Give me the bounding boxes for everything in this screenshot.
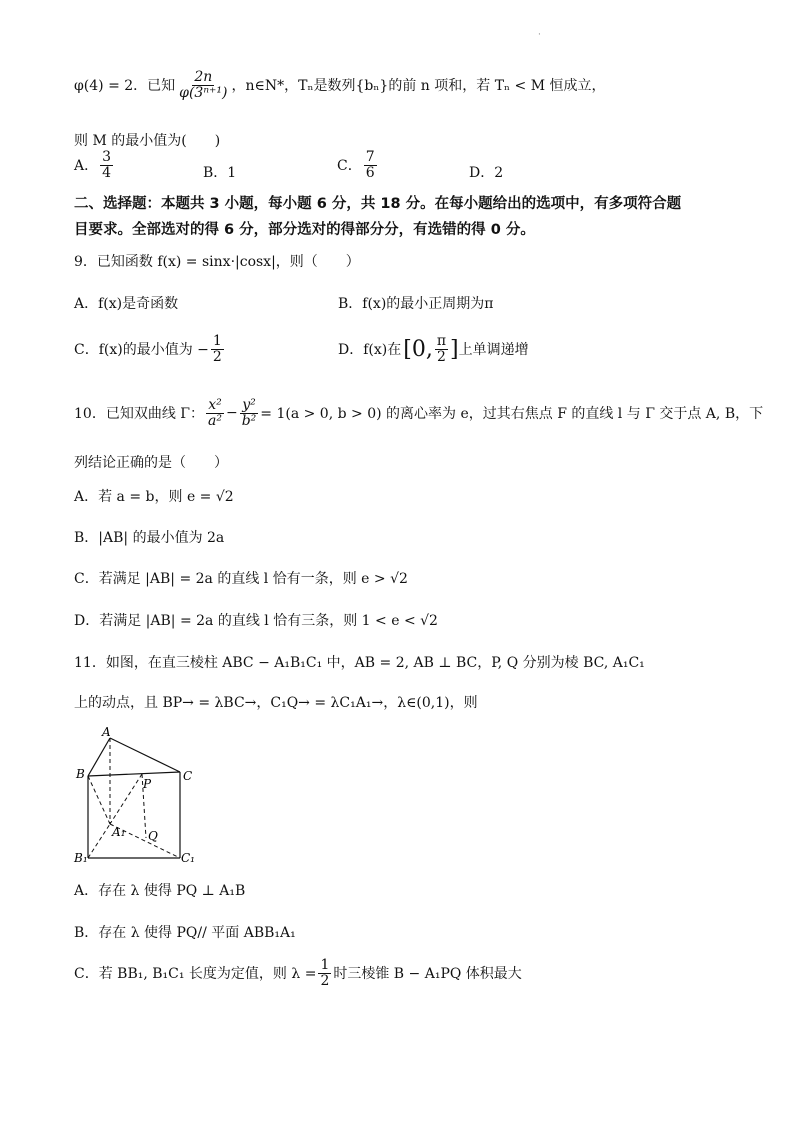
q11-stem-line1: 11．如图，在直三棱柱 ABC − A₁B₁C₁ 中，AB = 2, AB ⊥ BC，P, Q 分别为棱 BC, A₁C₁ — [74, 655, 645, 671]
q9-option-c-den: 2 — [212, 348, 222, 365]
q8-bn-num: 2n — [194, 69, 213, 85]
q10-y-num: y² — [242, 397, 256, 413]
q9-option-d-post: 上单调递增 — [458, 342, 529, 359]
label-Q: Q — [148, 829, 158, 843]
q9-option-d-den: 2 — [436, 348, 446, 365]
q10-x-num: x² — [208, 397, 222, 413]
segment-BA1 — [88, 776, 110, 824]
q9-option-d-num: π — [436, 333, 447, 349]
q9-option-d-frac — [435, 334, 448, 364]
q10-stem-line2: 列结论正确的是（ ） — [74, 455, 228, 471]
q8-option-a-den: 4 — [102, 164, 112, 181]
label-A1: A₁ — [112, 825, 126, 839]
q8-option-a-label: A． — [74, 158, 99, 175]
q11-option-c — [74, 958, 522, 988]
label-C1: C₁ — [181, 851, 195, 865]
q10-x-frac — [206, 398, 224, 428]
q9-option-d — [338, 334, 529, 364]
section2-line2: 目要求。全部选对的得 6 分，部分选对的得部分分，有选错的得 0 分。 — [74, 222, 535, 238]
q8-line2: 则 M 的最小值为( ) — [74, 133, 221, 149]
q8-option-b: B．1 — [203, 165, 237, 181]
q11-option-c-den: 2 — [320, 972, 330, 989]
q8-option-c — [337, 150, 379, 180]
q8-option-c-den: 6 — [365, 164, 375, 181]
label-A: A — [102, 725, 111, 739]
q8-line1-pre: φ(4) = 2．已知 — [74, 78, 176, 95]
q10-option-d: D．若满足 |AB| = 2a 的直线 l 恰有三条，则 1 < e < √2 — [74, 613, 438, 629]
q8-option-d: D．2 — [469, 165, 504, 181]
segment-PA1 — [110, 774, 142, 824]
q10-stem-post: = 1(a > 0, b > 0) 的离心率为 e，过其右焦点 F 的直线 l 与 Γ 交于点 A, B，下 — [260, 406, 764, 423]
q11-option-c-post: 时三棱锥 B − A₁PQ 体积最大 — [333, 966, 522, 983]
q8-option-c-label: C． — [337, 158, 362, 175]
q10-option-a: A．若 a = b，则 e = √2 — [74, 489, 234, 505]
q10-y-frac — [240, 398, 259, 428]
q10-option-b: B．|AB| 的最小值为 2a — [74, 530, 225, 546]
q9-option-a: A．f(x)是奇函数 — [74, 296, 179, 312]
q10-stem-pre: 10．已知双曲线 Γ： — [74, 406, 204, 423]
q9-option-b: B．f(x)的最小正周期为π — [338, 296, 494, 312]
label-P: P — [143, 777, 152, 791]
q9-option-d-left: [0, — [403, 336, 433, 362]
q10-option-c: C．若满足 |AB| = 2a 的直线 l 恰有一条，则 e > √2 — [74, 571, 408, 587]
q8-line1-post: ，n∈N*，Tₙ是数列{bₙ}的前 n 项和，若 Tₙ < M 恒成立， — [231, 78, 606, 95]
q8-line1 — [74, 70, 606, 100]
q8-option-a-num: 3 — [102, 149, 112, 165]
prism-figure — [70, 722, 210, 872]
q8-option-c-num: 7 — [365, 149, 375, 165]
q8-option-a-frac — [100, 150, 113, 180]
q8-option-a — [74, 150, 115, 180]
q11-option-b: B．存在 λ 使得 PQ// 平面 ABB₁A₁ — [74, 925, 296, 941]
section2-line1: 二、选择题：本题共 3 小题，每小题 6 分，共 18 分。在每小题给出的选项中，有多项符合题 — [74, 196, 682, 212]
q11-option-a: A．存在 λ 使得 PQ ⊥ A₁B — [74, 883, 246, 899]
q9-option-c-text: C．f(x)的最小值为 − — [74, 342, 209, 359]
q9-stem: 9．已知函数 f(x) = sinx·|cosx|，则（ ） — [74, 254, 360, 270]
q11-stem-line2: 上的动点，且 BP→ = λBC→，C₁Q→ = λC₁A₁→，λ∈(0,1)，则 — [74, 695, 478, 711]
q8-bn-den: φ(3ⁿ⁺¹) — [179, 84, 228, 101]
edge-AC — [110, 738, 180, 772]
q8-bn-fraction — [177, 70, 229, 100]
q9-option-c — [74, 334, 226, 364]
label-C: C — [183, 769, 193, 783]
label-B: B — [76, 767, 85, 781]
q8-option-c-frac — [364, 150, 377, 180]
edge-BC — [88, 772, 180, 776]
page-mark: · — [538, 30, 541, 40]
q9-option-c-frac — [211, 334, 224, 364]
q9-option-d-pre: D．f(x)在 — [338, 342, 402, 359]
q11-option-c-num: 1 — [320, 957, 330, 973]
edge-BA — [88, 738, 110, 776]
label-B1: B₁ — [74, 851, 88, 865]
q9-option-c-num: 1 — [212, 333, 222, 349]
q11-option-c-pre: C．若 BB₁, B₁C₁ 长度为定值，则 λ = — [74, 966, 317, 983]
q9-option-d-right: ] — [450, 336, 459, 362]
q10-stem-line1 — [74, 398, 763, 428]
q10-y-den: b² — [241, 412, 257, 429]
q10-minus: − — [225, 405, 238, 422]
edge-B1A1 — [88, 824, 110, 858]
q10-x-den: a² — [207, 412, 222, 429]
q11-option-c-frac — [318, 958, 331, 988]
